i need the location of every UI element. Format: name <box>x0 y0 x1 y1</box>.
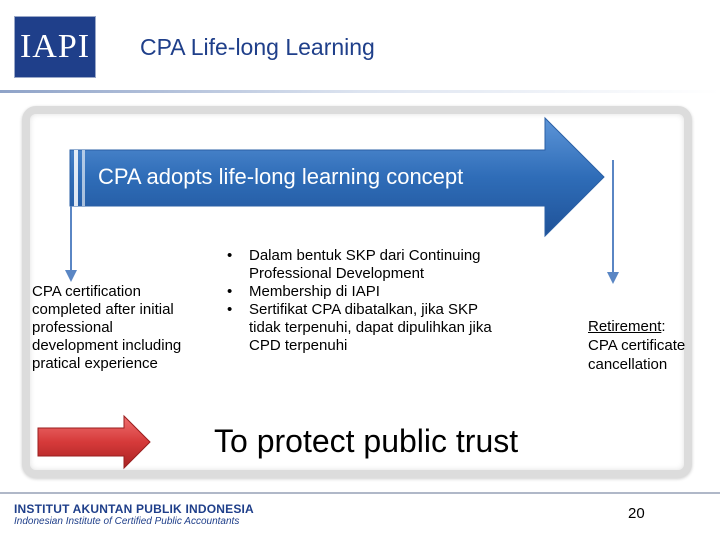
footer-org-subtitle: Indonesian Institute of Certified Public Accountants <box>14 516 240 527</box>
certification-note: CPA certification completed after initial professional development including pratical experience <box>32 283 182 372</box>
left-down-head <box>65 270 77 282</box>
right-down-head <box>607 272 619 284</box>
retirement-separator: : <box>661 318 666 335</box>
slide-title: CPA Life-long Learning <box>140 34 375 60</box>
cpd-bullet-list <box>224 247 494 355</box>
footer-divider <box>0 492 720 494</box>
retirement-note <box>588 317 698 374</box>
bullet-item: • Dalam bentuk SKP dari Continuing Professional Development <box>224 247 494 283</box>
iapi-logo: IAPI <box>14 16 96 78</box>
banner-stripe-2 <box>82 150 85 206</box>
protect-public-trust-text: To protect public trust <box>214 423 519 459</box>
page-number: 20 <box>628 505 645 522</box>
bullet-item: • Membership di IAPI <box>224 283 494 301</box>
red-arrow-shape <box>38 416 150 468</box>
footer-org-name: INSTITUT AKUNTAN PUBLIK INDONESIA <box>14 502 254 516</box>
banner-text: CPA adopts life-long learning concept <box>98 164 464 189</box>
retirement-label: Retirement <box>588 318 662 335</box>
retirement-text: CPA certificate cancellation <box>588 337 686 373</box>
bullet-item: • Sertifikat CPA dibatalkan, jika SKP tidak terpenuhi, dapat dipulihkan jika CPD terpenuhi <box>224 301 494 355</box>
banner-stripe-1 <box>74 150 78 206</box>
